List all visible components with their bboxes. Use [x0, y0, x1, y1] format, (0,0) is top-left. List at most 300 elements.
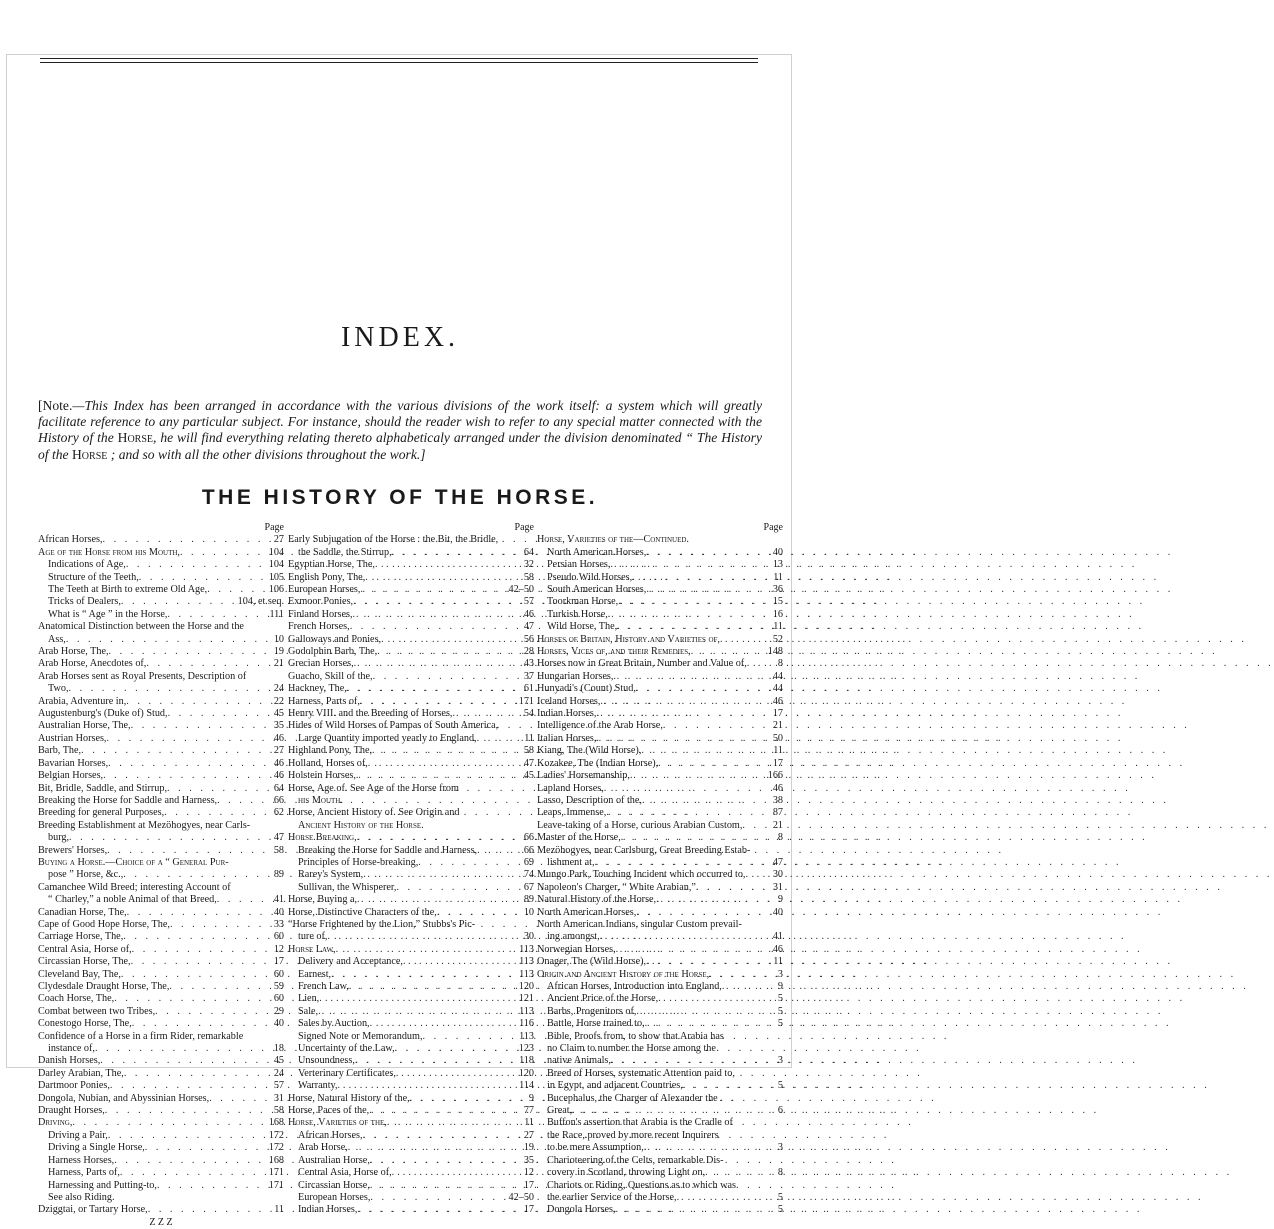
page-number: 5 — [777, 1080, 783, 1092]
entry-text: burg, — [48, 832, 70, 844]
leader-dots — [370, 1192, 506, 1204]
index-entry — [537, 671, 783, 683]
page-number: 113 — [519, 956, 534, 968]
index-entry — [537, 646, 783, 658]
index-entry — [537, 1031, 783, 1043]
index-entry — [537, 1018, 783, 1030]
note-body-2: , he will find everything relating thereto alphabeticaly arranged under the division denominated “ The History of the — [38, 430, 762, 462]
index-entry — [38, 708, 284, 720]
index-entry — [537, 547, 783, 559]
entry-text: Breeding Establishment at Mezöhogyes, near Carls- — [38, 819, 251, 831]
entry-text: Horse Law, — [288, 943, 336, 955]
page-number: 64 — [523, 546, 534, 558]
page-number: 5 — [777, 993, 783, 1005]
page-number: 52 — [772, 633, 783, 645]
entry-text: Driving a Pair, — [48, 1129, 108, 1141]
leader-dots — [636, 683, 771, 695]
leader-dots — [392, 1167, 522, 1179]
leader-dots — [745, 869, 770, 881]
index-entry — [288, 956, 534, 968]
index-entry — [38, 758, 284, 770]
page-number: 113 — [519, 968, 534, 980]
index-entry — [288, 795, 534, 807]
leader-dots — [353, 609, 522, 621]
page-number: 35 — [273, 720, 284, 732]
page-number: 62 — [273, 807, 284, 819]
index-entry — [537, 733, 783, 745]
page-number: 24 — [273, 1067, 284, 1079]
index-entry — [288, 708, 534, 720]
leader-dots — [318, 1006, 517, 1018]
leader-dots — [636, 1006, 775, 1018]
leader-dots — [103, 534, 272, 546]
page-number: 17 — [772, 708, 783, 720]
leader-dots — [168, 708, 272, 720]
page-number: 57 — [273, 1080, 284, 1092]
index-entry — [537, 1055, 783, 1067]
index-entry — [38, 634, 284, 646]
entry-text: Mungo Park, Touching Incident which occurred to, — [537, 869, 746, 881]
page-number: 61 — [523, 683, 534, 695]
index-entry — [38, 981, 284, 993]
entry-text: Dongola, Nubian, and Abyssinian Horses, — [38, 1092, 210, 1104]
index-entry — [537, 745, 783, 757]
entry-text: Circassian Horse, — [298, 1179, 370, 1191]
entry-text: Italian Horses, — [537, 732, 597, 744]
index-entry — [288, 745, 534, 757]
index-entry — [38, 1155, 284, 1167]
index-entry — [38, 869, 284, 881]
leader-dots — [477, 845, 522, 857]
page-number: 121 — [518, 993, 534, 1005]
leader-dots — [363, 869, 522, 881]
index-entry — [38, 919, 284, 931]
note-horse-2: Horse — [71, 446, 108, 462]
page-number: 111 — [269, 608, 284, 620]
entry-text: Natural History of the Horse, — [537, 894, 657, 906]
entry-text: Darley Arabian, The, — [38, 1067, 124, 1079]
leader-dots — [600, 696, 770, 708]
page-number: 11 — [773, 571, 783, 583]
index-entry — [288, 671, 534, 683]
entry-text: Barbs, Progenitors of, — [547, 1005, 637, 1017]
entry-text: Holland, Horses of, — [288, 757, 368, 769]
index-entry — [38, 1043, 284, 1055]
entry-text: African Horses, — [298, 1129, 363, 1141]
leader-dots — [696, 882, 771, 894]
leader-dots — [105, 1105, 272, 1117]
page-number: 11 — [524, 732, 534, 744]
page-number: 3 — [777, 968, 783, 980]
entry-text: Driving a Single Horse, — [48, 1142, 145, 1154]
index-entry — [537, 696, 783, 708]
leader-dots — [375, 559, 522, 571]
entry-text: European Horses, — [288, 584, 361, 596]
leader-dots — [338, 1080, 518, 1092]
entry-text: Hackney, The, — [288, 683, 347, 695]
index-entry — [288, 832, 534, 844]
page-number: 47 — [523, 621, 534, 633]
entry-text: Breaking the Horse for Saddle and Harness, — [38, 794, 218, 806]
leader-dots — [121, 596, 236, 608]
entry-text: Camanchee Wild Breed; interesting Account of — [38, 881, 231, 893]
entry-text: Origin and Ancient History of the Horse, — [537, 968, 710, 980]
page-number: 104, et seq. — [237, 596, 284, 608]
entry-text: Cape of Good Hope Horse, The, — [38, 918, 170, 930]
entry-text: Barb, The, — [38, 745, 82, 757]
entry-text: Hunyadi's (Count) Stud, — [537, 683, 636, 695]
index-entry — [288, 807, 534, 819]
index-entry — [288, 894, 534, 906]
leader-dots — [642, 795, 771, 807]
page-number: 8 — [777, 1167, 783, 1179]
page-number: 172 — [268, 1142, 284, 1154]
leader-dots — [742, 820, 770, 832]
leader-dots — [663, 720, 771, 732]
entry-text: Bible, Proofs from, to show that Arabia has — [547, 1030, 724, 1042]
leader-dots — [123, 869, 272, 881]
index-entry — [288, 1093, 534, 1105]
entry-text: Tricks of Dealers, — [48, 596, 121, 608]
entry-text: Uncertainty of the Law, — [298, 1043, 395, 1055]
page-number: 18 — [273, 1043, 284, 1055]
entry-text: Horse, Distinctive Characters of the, — [288, 906, 437, 918]
leader-dots — [114, 993, 272, 1005]
leader-dots — [610, 559, 770, 571]
leader-dots — [611, 1055, 776, 1067]
index-entry — [537, 559, 783, 571]
entry-text: Bavarian Horses, — [38, 757, 109, 769]
index-entry — [288, 621, 534, 633]
index-entry — [537, 720, 783, 732]
page-number: 15 — [772, 596, 783, 608]
page-number: 66 — [523, 832, 534, 844]
index-entry — [537, 572, 783, 584]
leader-dots — [167, 783, 272, 795]
index-entry — [38, 783, 284, 795]
leader-dots — [110, 1080, 272, 1092]
leader-dots — [600, 931, 771, 943]
index-entry — [38, 596, 284, 608]
leader-dots — [396, 882, 521, 894]
entry-text: Breeding for general Purposes, — [38, 807, 165, 819]
entry-text: Arabia, Adventure in, — [38, 695, 127, 707]
page-number: 32 — [523, 559, 534, 571]
index-entry — [288, 1043, 534, 1055]
entry-text: Pseudo Wild Horses, — [547, 571, 633, 583]
index-column-3 — [537, 522, 783, 1217]
entry-text: Master of the Horse, — [537, 832, 621, 844]
page-number: 42–50 — [508, 584, 534, 596]
page-number: 21 — [772, 720, 783, 732]
index-entry — [38, 621, 284, 633]
leader-dots — [596, 733, 770, 745]
entry-text: Combat between two Tribes, — [38, 1005, 156, 1017]
page-number: 148 — [767, 646, 783, 658]
index-column-1 — [38, 522, 284, 1229]
page-number: 41 — [772, 931, 783, 943]
note-horse-1: Horse — [117, 430, 154, 446]
page-column-header: Page — [514, 522, 534, 533]
leader-dots — [121, 969, 272, 981]
leader-dots — [360, 696, 517, 708]
note-body-1: —This Index has been arranged in accordance with the various divisions of the work itself: a system which will greatly facilitate reference to any particular subject. For instance, should the reader wish to refer to any special matter connected with the History of the — [38, 398, 762, 446]
index-entry — [537, 1105, 783, 1117]
leader-dots — [377, 646, 522, 658]
leader-dots — [336, 944, 517, 956]
page-number: 69 — [523, 856, 534, 868]
entry-text: Exmoor Ponies, — [288, 596, 354, 608]
index-entry — [38, 931, 284, 943]
entry-text: Lapland Horses, — [537, 782, 604, 794]
page-number: 24 — [273, 683, 284, 695]
leader-dots — [677, 1192, 776, 1204]
index-entry — [288, 869, 534, 881]
page-number: 29 — [273, 1005, 284, 1017]
page-heading: INDEX. — [340, 322, 460, 353]
entry-text: Norwegian Horses, — [537, 943, 616, 955]
index-entry — [288, 1006, 534, 1018]
entry-text: Finland Horses, — [288, 608, 353, 620]
page-number: 58 — [273, 844, 284, 856]
leader-dots — [615, 1204, 775, 1216]
leader-dots — [396, 1068, 517, 1080]
page-number: 113 — [519, 1005, 534, 1017]
index-entry — [537, 931, 783, 943]
page-number: 168 — [268, 1154, 284, 1166]
page-number: 171 — [268, 1167, 284, 1179]
page-number: 104 — [268, 546, 284, 558]
index-entry — [537, 683, 783, 695]
page-number: 59 — [273, 981, 284, 993]
page-number: 40 — [273, 906, 284, 918]
index-entry — [288, 1068, 534, 1080]
entry-text: Age of the Horse from his Mouth, — [38, 546, 180, 558]
leader-dots — [392, 547, 522, 559]
index-entry — [537, 832, 783, 844]
index-entry — [38, 894, 284, 906]
entry-text: Bit, Bridle, Saddle, and Stirrup, — [38, 782, 168, 794]
page-number: 47 — [273, 832, 284, 844]
index-entry — [537, 857, 783, 869]
index-entry — [288, 931, 534, 943]
index-column-2 — [288, 522, 534, 1217]
leader-dots — [423, 1031, 518, 1043]
page-number: 21 — [273, 658, 284, 670]
index-entry — [288, 969, 534, 981]
entry-text: Horse, Ancient History of. See Origin and — [288, 807, 460, 819]
leader-dots — [709, 969, 776, 981]
index-entry — [537, 919, 783, 931]
entry-text: French Law, — [298, 981, 349, 993]
entry-text: Two, — [48, 683, 69, 695]
entry-text: Verterinary Certificates, — [298, 1067, 396, 1079]
page-number: 8 — [777, 832, 783, 844]
page-number: 36 — [772, 584, 783, 596]
entry-text: Structure of the Teeth, — [48, 571, 139, 583]
index-entry — [38, 646, 284, 658]
entry-text: Dartmoor Ponies, — [38, 1080, 110, 1092]
page-number: 46 — [772, 695, 783, 707]
index-entry — [288, 720, 534, 732]
leader-dots — [349, 981, 517, 993]
index-entry — [537, 1204, 783, 1216]
index-entry — [38, 696, 284, 708]
index-entry — [537, 956, 783, 968]
index-entry — [38, 1167, 284, 1179]
leader-dots — [108, 1130, 267, 1142]
entry-text: Godolphin Barb, The, — [288, 646, 378, 658]
leader-dots — [169, 981, 271, 993]
page-number: 6 — [777, 1105, 783, 1117]
entry-text: Breed of Horses, systematic Attention paid to, — [547, 1067, 735, 1079]
index-entry — [537, 770, 783, 782]
leader-dots — [207, 584, 266, 596]
index-entry — [288, 559, 534, 571]
index-entry — [38, 845, 284, 857]
leader-dots — [572, 1105, 776, 1117]
leader-dots — [604, 783, 771, 795]
page-number: 171 — [268, 1179, 284, 1191]
page-number: 46 — [273, 757, 284, 769]
page-number: 17 — [523, 1204, 534, 1216]
page-number: 44 — [772, 683, 783, 695]
index-entry — [288, 1167, 534, 1179]
entry-text: Signed Note or Memorandum, — [298, 1030, 423, 1042]
leader-dots — [658, 758, 771, 770]
index-entry — [537, 1155, 783, 1167]
leader-dots — [123, 931, 272, 943]
entry-text: Warranty, — [298, 1080, 338, 1092]
index-entry — [38, 832, 284, 844]
index-entry — [38, 807, 284, 819]
entry-text: Confidence of a Horse in a firm Rider, remarkable — [38, 1030, 244, 1042]
page-column-header: Page — [763, 522, 783, 533]
leader-dots — [658, 993, 776, 1005]
page-number: 168 — [268, 1117, 284, 1129]
page-number: 60 — [273, 968, 284, 980]
leader-dots — [354, 658, 522, 670]
entry-text: Rarey's System, — [298, 869, 364, 881]
index-entry — [38, 1068, 284, 1080]
page-number: 43 — [523, 658, 534, 670]
leader-dots — [683, 1080, 776, 1092]
page-number: 5 — [777, 1018, 783, 1030]
leader-dots — [370, 1180, 522, 1192]
page-number: 10 — [523, 906, 534, 918]
entry-text: Belgian Horses, — [38, 770, 104, 782]
leader-dots — [355, 1055, 517, 1067]
leader-dots — [347, 683, 522, 695]
entry-text: Ancient History of the Horse. — [298, 819, 424, 831]
entry-text: Highland Pony, The, — [288, 745, 373, 757]
index-entry — [537, 584, 783, 596]
page-number: 113 — [519, 943, 534, 955]
entry-text: his Mouth. — [298, 794, 343, 806]
entry-text: Indian Horses, — [537, 708, 597, 720]
entry-text: Battle, Horse trained to, — [547, 1018, 645, 1030]
page-number: 17 — [273, 956, 284, 968]
index-entry — [537, 845, 783, 857]
leader-dots — [132, 944, 272, 956]
entry-text: Horse, Buying a, — [288, 894, 358, 906]
entry-text: Horse, Varieties of the, — [288, 1117, 387, 1129]
index-entry — [537, 758, 783, 770]
leader-dots — [646, 547, 771, 559]
page-number: 171 — [518, 695, 534, 707]
page-number: 5 — [777, 1191, 783, 1203]
index-entry — [537, 894, 783, 906]
page-number: 13 — [772, 559, 783, 571]
signature-mark: Z Z Z — [149, 1216, 173, 1228]
index-entry — [38, 584, 284, 596]
index-entry — [38, 1180, 284, 1192]
page-number: 66 — [273, 794, 284, 806]
entry-text: the Saddle, the Stirrup, — [298, 546, 392, 558]
leader-dots — [363, 1130, 522, 1142]
page-number: 45 — [273, 1055, 284, 1067]
leader-dots — [348, 1142, 522, 1154]
index-entry — [537, 1192, 783, 1204]
entry-text: Galloways and Ponies, — [288, 633, 382, 645]
entry-text: Horse, Varieties of the—Continued. — [537, 534, 689, 546]
leader-dots — [370, 1018, 518, 1030]
leader-dots — [109, 646, 272, 658]
index-entry — [38, 534, 284, 546]
entry-text: Hungarian Horses, — [537, 670, 614, 682]
entry-text: What is “ Age ” in the Horse, — [48, 608, 168, 620]
leader-dots — [630, 770, 766, 782]
page-number: 9 — [777, 894, 783, 906]
entry-text: Dziggtai, or Tartary Horse, — [38, 1204, 148, 1216]
entry-text: Toorkman Horse, — [547, 596, 619, 608]
page-number: 116 — [519, 1018, 534, 1030]
index-entry — [288, 783, 534, 795]
index-entry — [537, 1006, 783, 1018]
index-entry — [288, 1117, 534, 1129]
index-entry — [537, 783, 783, 795]
leader-dots — [353, 596, 522, 608]
top-rule — [40, 58, 758, 59]
index-entry — [38, 770, 284, 782]
entry-text: South American Horses, — [547, 584, 647, 596]
index-entry — [537, 807, 783, 819]
entry-text: Canadian Horse, The, — [38, 906, 127, 918]
leader-dots — [722, 981, 776, 993]
page-number: 118 — [519, 1055, 534, 1067]
leader-dots — [373, 671, 522, 683]
leader-dots — [705, 1167, 776, 1179]
index-entry — [537, 907, 783, 919]
entry-text: Central Asia, Horse of, — [298, 1167, 392, 1179]
page-number: 11 — [773, 745, 783, 757]
entry-text: Large Quantity imported yearly to England, — [298, 732, 477, 744]
leader-dots — [641, 745, 771, 757]
entry-text: Central Asia, Horse of, — [38, 943, 132, 955]
page-number: 35 — [523, 1154, 534, 1166]
page-number: 47 — [772, 856, 783, 868]
index-entry — [38, 671, 284, 683]
page-number: 19 — [523, 1142, 534, 1154]
page-number: 46 — [772, 782, 783, 794]
page-number: 87 — [772, 807, 783, 819]
page-number: 105 — [268, 571, 284, 583]
entry-text: Unsoundness, — [298, 1055, 355, 1067]
index-entry — [38, 1117, 284, 1129]
leader-dots — [410, 1093, 527, 1105]
page-number: 17 — [523, 1179, 534, 1191]
page-number: 40 — [273, 1018, 284, 1030]
